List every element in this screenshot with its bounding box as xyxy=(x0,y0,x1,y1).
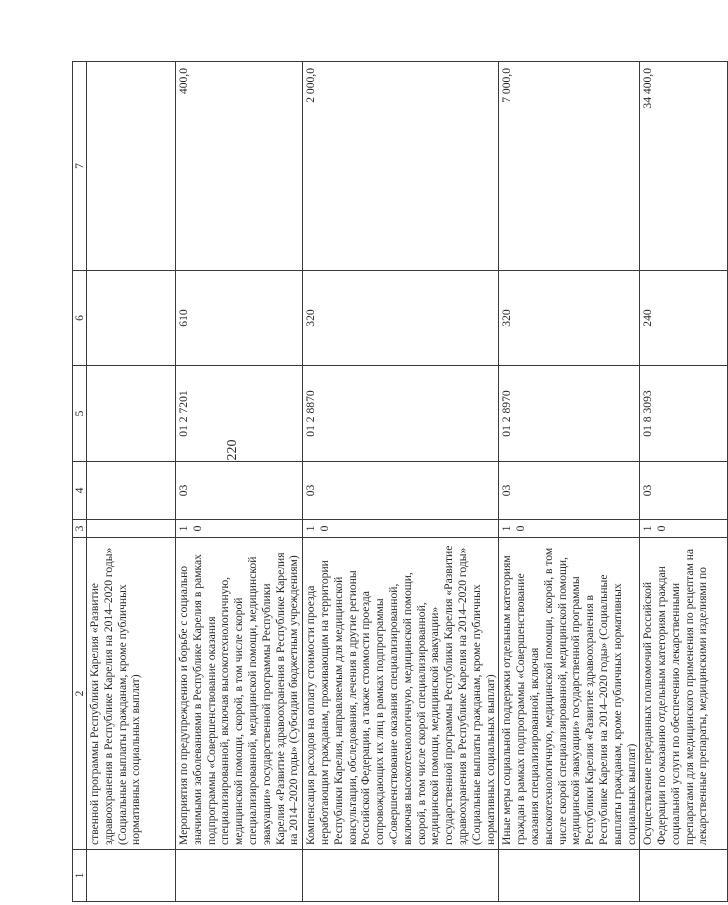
expense-type-code: 240 xyxy=(640,271,728,366)
header-cell: 2 xyxy=(73,538,87,850)
section-code xyxy=(87,520,176,538)
section-code: 10 xyxy=(303,520,499,538)
amount-value: 400,0 xyxy=(176,62,303,271)
target-code: 01 2 8970 xyxy=(499,366,640,462)
header-cell: 3 xyxy=(73,520,87,538)
section-code: 10 xyxy=(176,520,303,538)
amount-value: 34 400,0 xyxy=(640,62,728,271)
empty-cell xyxy=(640,850,728,902)
header-cell: 7 xyxy=(73,62,87,271)
subsection-code: 03 xyxy=(303,462,499,520)
row-description: Компенсация расходов на оплату стоимости проезда неработающим гражданам, проживающим на территории Республики Карелия, направляемым для медицинской консультации, обследования, лечения в другие регионы Российской Федерации, а также стоимости проезда сопровождающих их лиц в рамках подпрограммы «Совершенствование оказания специализированной, включая высокотехнологичную, медицинской помощи, скорой, в том числе скорой специализированной, медицинской помощи, медицинской эвакуации» государственной программы Республики Карелия «Развитие здравоохранения в Республике Карелия на 2014–2020 годы» (Социальные выплаты гражданам, кроме публичных нормативных социальных выплат) xyxy=(303,538,499,850)
amount-value: 7 000,0 xyxy=(499,62,640,271)
row-description: Иные меры социальной поддержки отдельным категориям граждан в рамках подпрограммы «Совершенствование оказания специализированной, включая высокотехнологичную, медицинской помощи, скорой, в том числе скорой специализированной, медицинской помощи, медицинской эвакуации» государственной программы Республики Карелия «Развитие здравоохранения в Республике Карелия на 2014–2020 годы» (Социальные выплаты гражданам, кроме публичных нормативных социальных выплат) xyxy=(499,538,640,850)
header-cell: 4 xyxy=(73,462,87,520)
table-row xyxy=(87,62,176,902)
empty-cell xyxy=(303,850,499,902)
empty-cell xyxy=(176,850,303,902)
table-row xyxy=(176,62,303,902)
expense-type-code: 610 xyxy=(176,271,303,366)
target-code: 01 2 7201 xyxy=(176,366,303,462)
section-code: 10 xyxy=(499,520,640,538)
table-row xyxy=(303,62,499,902)
row-description: ственной программы Республики Карелия «Развитие здравоохранения в Республике Карелия на 2014–2020 годы» (Социальные выплаты гражданам, кроме публичных нормативных социальных выплат) xyxy=(87,538,176,850)
amount-value: 2 000,0 xyxy=(303,62,499,271)
expense-type-code: 320 xyxy=(499,271,640,366)
section-code: 10 xyxy=(640,520,728,538)
page-number: 220 xyxy=(225,439,240,461)
header-cell: 1 xyxy=(73,850,87,902)
row-description: Мероприятия по предупреждению и борьбе с социально значимыми заболеваниями в Республике Карелия в рамках подпрограммы «Совершенствование оказания специализированной, включая высокотехнологичную, медицинской помощи, скорой, в том числе скорой специализированной, медицинской помощи, медицинской эвакуации» государственной программы Республики Карелия «Развитие здравоохранения в Республике Карелия на 2014–2020 годы» (Субсидии бюджетным учреждениям) xyxy=(176,538,303,850)
budget-table xyxy=(72,61,728,902)
target-code: 01 2 8870 xyxy=(303,366,499,462)
row-description: Осуществление переданных полномочий Российской Федерации по оказанию отдельным категориям граждан социальной услуги по обеспечению лекарственными препаратами для медицинского применения по рецептам на лекарственные препараты, медицинскими изделиями по xyxy=(640,538,728,850)
target-code: 01 8 3093 xyxy=(640,366,728,462)
target-code xyxy=(87,366,176,462)
empty-cell xyxy=(499,850,640,902)
table-header-row xyxy=(73,62,87,902)
subsection-code: 03 xyxy=(499,462,640,520)
expense-type-code xyxy=(87,271,176,366)
table-row xyxy=(499,62,640,902)
table-row xyxy=(640,62,728,902)
empty-cell xyxy=(87,850,176,902)
amount-value xyxy=(87,62,176,271)
subsection-code: 03 xyxy=(176,462,303,520)
header-cell: 6 xyxy=(73,271,87,366)
header-cell: 5 xyxy=(73,366,87,462)
subsection-code: 03 xyxy=(640,462,728,520)
expense-type-code: 320 xyxy=(303,271,499,366)
subsection-code xyxy=(87,462,176,520)
rotated-page-content xyxy=(72,62,710,902)
